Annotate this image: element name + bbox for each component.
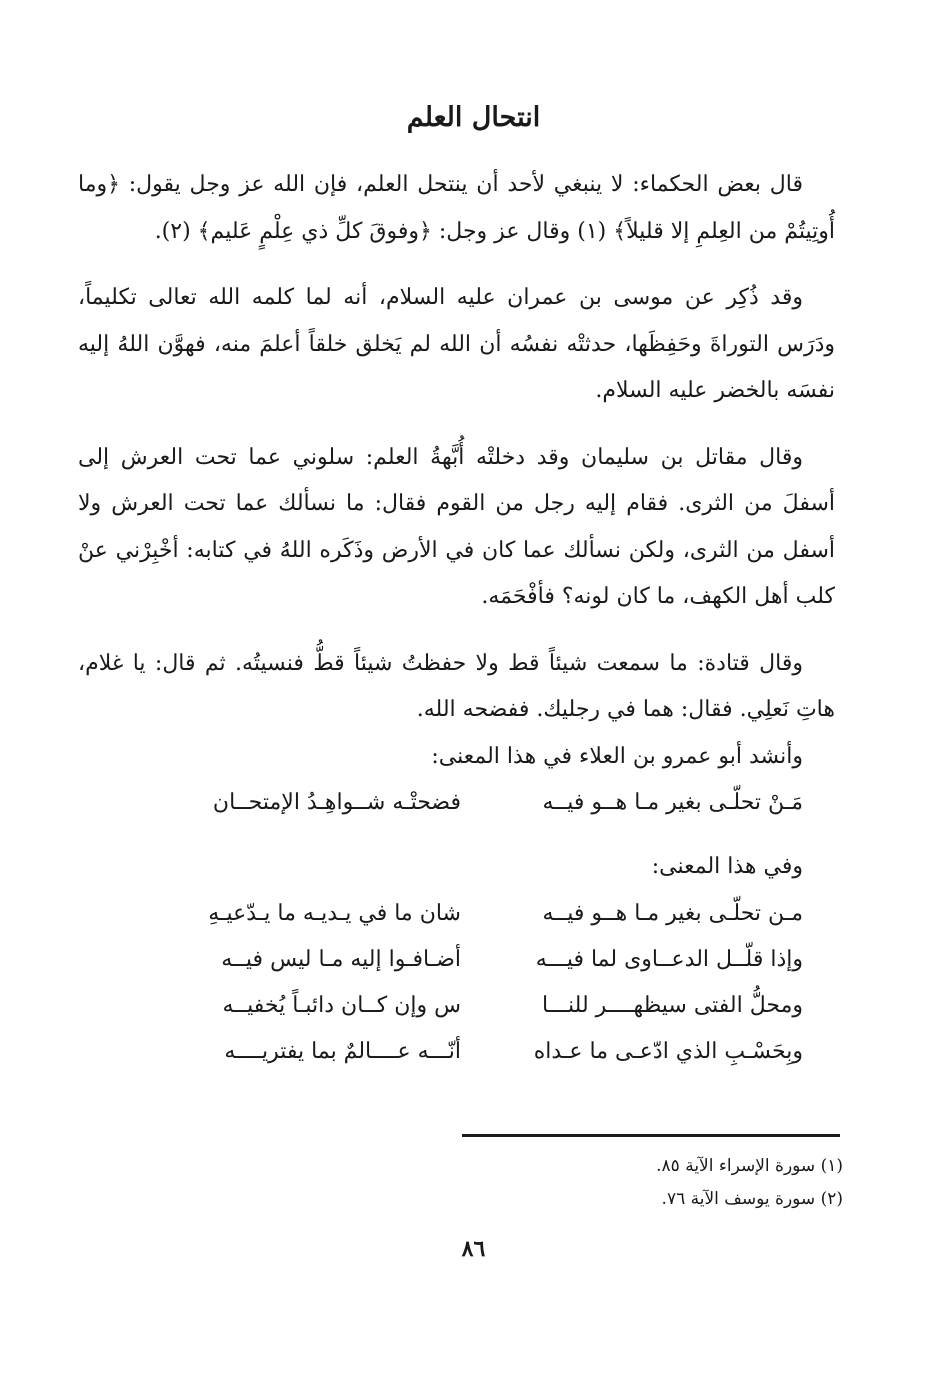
verse-line: [78, 983, 835, 1029]
verse-line: [78, 780, 835, 826]
paragraph-4: وقال قتادة: ما سمعت شيئاً قط ولا حفظتُ شيئاً قطُّ فنسيتُه. ثم قال: يا غلام، هاتِ نَعلِي. فقال: هما في رجليك. ففضحه الله.: [78, 650, 835, 722]
verse-first-hemistich: مـن تحلّـى بغير مـا هــو فيــه: [542, 900, 803, 926]
footnote-1: (١) سورة الإسراء الآية ٨٥.: [656, 1156, 843, 1176]
paragraph-3: وقال مقاتل بن سليمان وقد دخلتْه أُبَّهةُ العلم: سلوني عما تحت العرش إلى أسفلَ من الثرى. فقام إليه رجل من القوم فقال: ما نسألك عما تحت العرش ولا أسفل من الثرى، ولكن نسألك عما كان في الأرض وذَكَره اللهُ في كتابه: أخْبِرْني عنْ كلب أهل الكهف، ما كان لونه؟ فأفْحَمَه.: [78, 444, 835, 609]
verse-line: [78, 891, 835, 937]
verse-second-hemistich: شان ما في يـديـه ما يـدّعيـهِ: [208, 900, 461, 926]
paragraph-2: وقد ذُكِر عن موسى بن عمران عليه السلام، أنه لما كلمه الله تعالى تكليماً، ودَرَس التوراةَ وحَفِظَها، حدثتْه نفسُه أن الله لم يَخلق خلقاً أعلمَ منه، فهوَّن اللهُ إليه نفسَه بالخضر عليه السلام.: [78, 285, 835, 403]
verse-first-hemistich: مَـنْ تحلّـى بغير مـا هــو فيــه: [542, 790, 803, 815]
page-number: ٨٦: [461, 1236, 486, 1262]
spacer: [78, 826, 835, 844]
verse-first-hemistich: وإذا قلّــل الدعــاوى لما فيـــه: [535, 946, 803, 972]
page-title: انتحال العلم: [406, 102, 541, 133]
verse-first-hemistich: وبِحَسْـبِ الذي ادّعـى ما عـداه: [533, 1038, 803, 1064]
footnote-2: (٢) سورة يوسف الآية ٧٦.: [661, 1189, 843, 1209]
verse-second-hemistich: فضحتْـه شــواهِـدُ الإمتحــان: [212, 790, 461, 815]
main-text: [78, 162, 835, 1075]
verse-second-hemistich: س وإن كــان دائبـاً يُخفيــه: [222, 992, 461, 1018]
verse-intro-2: وفي هذا المعنى:: [651, 854, 803, 879]
paragraph-1: قال بعض الحكماء: لا ينبغي لأحد أن ينتحل العلم، فإن الله عز وجل يقول: ﴿وما أُوتِيتُمْ من العِلمِ إلا قليلاً﴾ (١) وقال عز وجل: ﴿وفوقَ كلِّ ذي عِلْمٍ عَليم﴾ (٢).: [78, 172, 835, 244]
footnotes: [343, 1150, 843, 1216]
verse-line: [78, 1029, 835, 1075]
footnote-divider: [462, 1134, 840, 1137]
verse-first-hemistich: ومحلُّ الفتى سيظهــــر للنـــا: [541, 992, 803, 1018]
verse-second-hemistich: أضـافـوا إليه مـا ليس فيــه: [221, 946, 461, 972]
verse-intro-1: وأنشد أبو عمرو بن العلاء في هذا المعنى:: [431, 743, 803, 769]
verse-second-hemistich: أنّـــه عــــالمٌ بما يفتريــــه: [224, 1038, 461, 1064]
verse-line: [78, 937, 835, 983]
